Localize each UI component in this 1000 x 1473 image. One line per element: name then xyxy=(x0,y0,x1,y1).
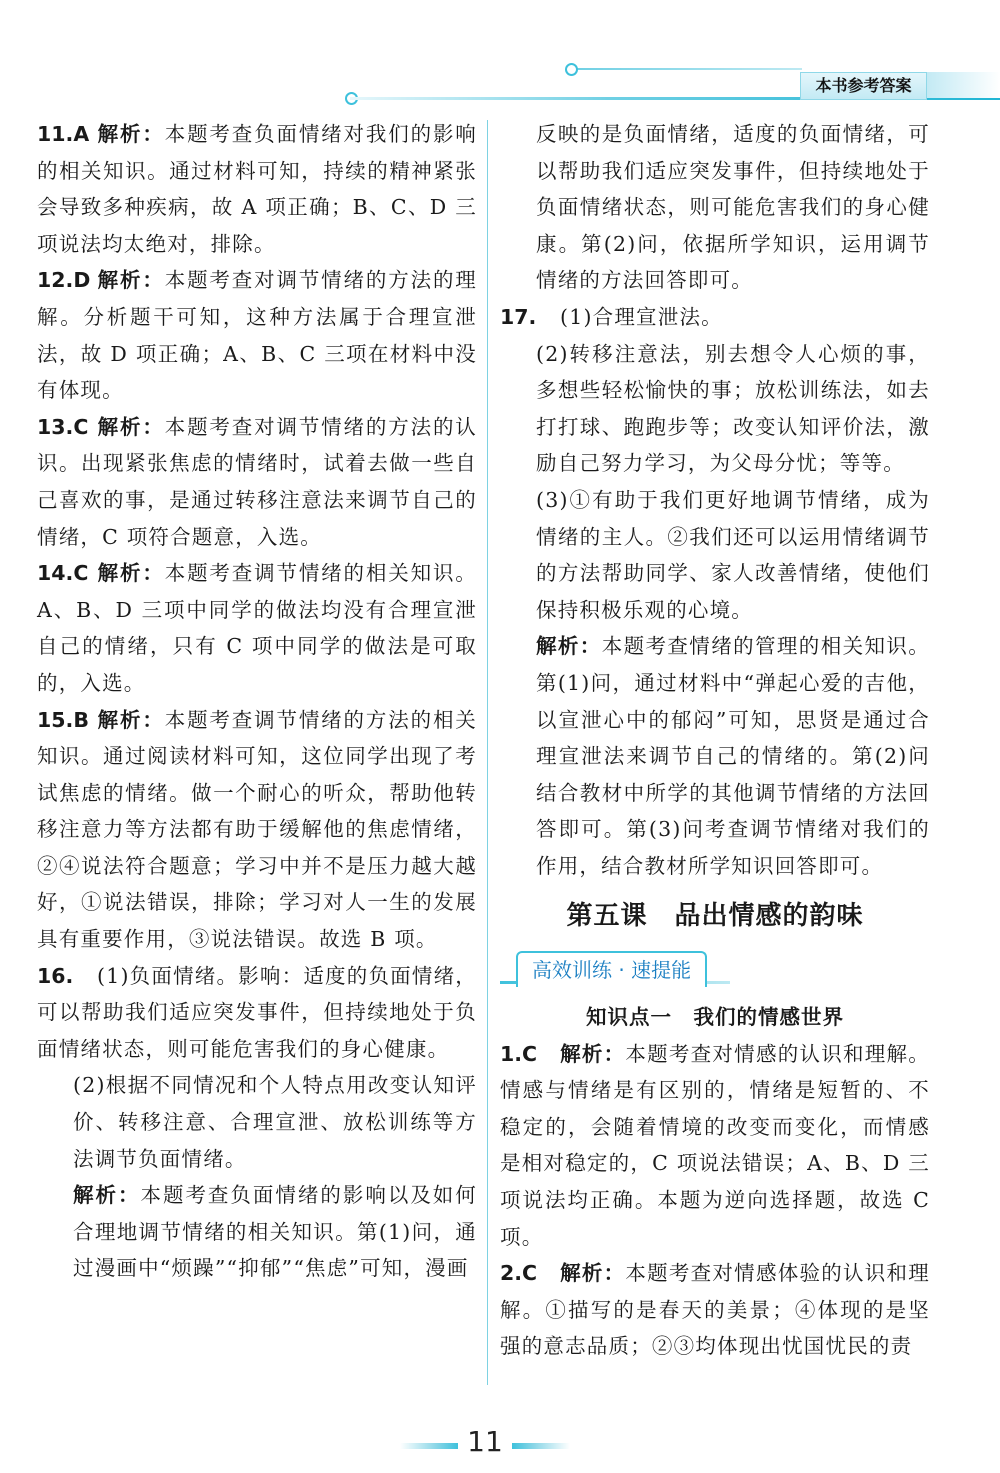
answer-text: 解析：本题考查调节情绪的相关知识。A、B、D 三项中同学的做法均没有合理宣泄自己的情绪，只有 C 项中同学的做法是可取的，入选。 xyxy=(37,561,477,695)
answer-text: (1)合理宣泄法。 xyxy=(560,304,723,329)
answer-11 xyxy=(37,116,477,262)
answer-analysis: 解析：本题考查情绪的管理的相关知识。第(1)问，通过材料中“弹起心爱的吉他，以宣泄心中的郁闷”可知，思贤是通过合理宣泄法来调节自己的情绪的。第(2)问结合教材中所学的其他调节情绪的方法回答即可。第(3)问考查调节情绪对我们的作用，结合教材所学知识回答即可。 xyxy=(536,634,930,878)
answer-text: 解析：本题考查对调节情绪的方法的理解。分析题干可知，这种方法属于合理宣泄法，故 D 项正确；A、B、C 三项在材料中没有体现。 xyxy=(37,268,477,403)
answer-16 xyxy=(37,958,477,1287)
answer-text: 反映的是负面情绪，适度的负面情绪，可以帮助我们适应突发事件，但持续地处于负面情绪状态，则可能危害我们的身心健康。第(2)问，依据所学知识，运用调节情绪的方法回答即可。 xyxy=(536,122,930,293)
section-header xyxy=(500,951,930,991)
answer-text: (1)负面情绪。影响：适度的负面情绪，可以帮助我们适应突发事件，但持续地处于负面情绪状态，则可能危害我们的身心健康。 xyxy=(37,963,477,1061)
analysis-label: 解析： xyxy=(97,561,165,586)
answer-text: 解析：本题考查调节情绪的方法的相关知识。通过阅读材料可知，这位同学出现了考试焦虑的情绪。做一个耐心的听众，帮助他转移注意力等方法都有助于缓解他的焦虑情绪，②④说法符合题意；学习中并不是压力越大越好，①说法错误，排除；学习对人一生的发展具有重要作用，③说法错误。故选 B 项。 xyxy=(37,707,477,952)
section-tab: 高效训练 · 速提能 xyxy=(516,951,707,987)
answer-text: (2)转移注意法，别去想令人心烦的事，多想些轻松愉快的事；放松训练法，如去打打球、跑跑步等；改变认知评价法，激励自己努力学习，为父母分忧；等等。 xyxy=(536,341,930,476)
answer-text: 解析：本题考查对调节情绪的方法的认识。出现紧张焦虑的情绪时，试着去做一些自己喜欢的事，是通过转移注意法来调节自己的情绪，C 项符合题意，入选。 xyxy=(37,414,477,549)
analysis-label: 解析： xyxy=(97,268,165,293)
column-divider xyxy=(487,120,488,1385)
answer-number: 13.C xyxy=(37,414,89,439)
header-top-line xyxy=(572,68,802,70)
answer-16-continued xyxy=(500,116,930,299)
answer-1 xyxy=(500,1036,930,1256)
answer-number: 15.B xyxy=(37,707,89,732)
header-label: 本书参考答案 xyxy=(800,72,927,100)
answer-14 xyxy=(37,555,477,701)
answer-text: (2)根据不同情况和个人特点用改变认知评价、转移注意、合理宣泄、放松训练等方法调节负面情绪。 xyxy=(73,1073,477,1171)
answer-2 xyxy=(500,1255,930,1365)
analysis-label: 解析： xyxy=(560,1261,626,1286)
lesson-title: 第五课 品出情感的韵味 xyxy=(566,901,864,932)
analysis-label: 解析： xyxy=(560,1041,626,1066)
answer-15 xyxy=(37,702,477,958)
header-dot-left xyxy=(565,63,578,76)
page-footer xyxy=(0,1425,1000,1465)
analysis-label: 解析： xyxy=(97,707,165,732)
analysis-label: 解析： xyxy=(73,1183,141,1208)
analysis-label: 解析： xyxy=(536,634,602,659)
answer-number: 16. xyxy=(37,963,74,988)
answer-text: 解析：本题考查对情感体验的认识和理解。①描写的是春天的美景；④体现的是坚强的意志品质；②③均体现出忧国忧民的责 xyxy=(500,1261,930,1359)
footer-decoration-right xyxy=(512,1443,570,1449)
answer-number: 2.C xyxy=(500,1261,538,1286)
footer-decoration-left xyxy=(400,1443,458,1449)
answer-analysis: 解析：本题考查负面情绪的影响以及如何合理地调节情绪的相关知识。第(1)问，通过漫画中“烦躁”“抑郁”“焦虑”可知，漫画 xyxy=(73,1183,477,1281)
answer-text: (3)①有助于我们更好地调节情绪，成为情绪的主人。②我们还可以运用情绪调节的方法帮助同学、家人改善情绪，使他们保持积极乐观的心境。 xyxy=(536,487,930,622)
right-column xyxy=(500,116,930,1365)
page-number: 11 xyxy=(467,1425,503,1458)
answer-13 xyxy=(37,409,477,555)
answer-number: 11.A xyxy=(37,122,90,146)
answer-number: 12.D xyxy=(37,268,91,293)
answer-number: 1.C xyxy=(500,1041,538,1066)
knowledge-point-title: 知识点一 我们的情感世界 xyxy=(586,1005,844,1030)
answer-12 xyxy=(37,262,477,408)
answer-17 xyxy=(500,299,930,885)
answer-text: 解析：本题考查负面情绪对我们的影响的相关知识。通过材料可知，持续的精神紧张会导致多种疾病，故 A 项正确；B、C、D 三项说法均太绝对，排除。 xyxy=(37,122,477,256)
answer-text: 解析：本题考查对情感的认识和理解。情感与情绪是有区别的，情绪是短暂的、不稳定的，会随着情境的改变而变化，而情感是相对稳定的，C 项说法错误；A、B、D 三项说法均正确。本题为逆向选择题，故选 C 项。 xyxy=(500,1041,930,1249)
analysis-label: 解析： xyxy=(97,122,165,146)
header-fade xyxy=(927,72,1000,98)
left-column xyxy=(37,116,477,1287)
analysis-label: 解析： xyxy=(97,414,165,439)
answer-number: 14.C xyxy=(37,561,89,586)
answer-number: 17. xyxy=(500,304,537,329)
